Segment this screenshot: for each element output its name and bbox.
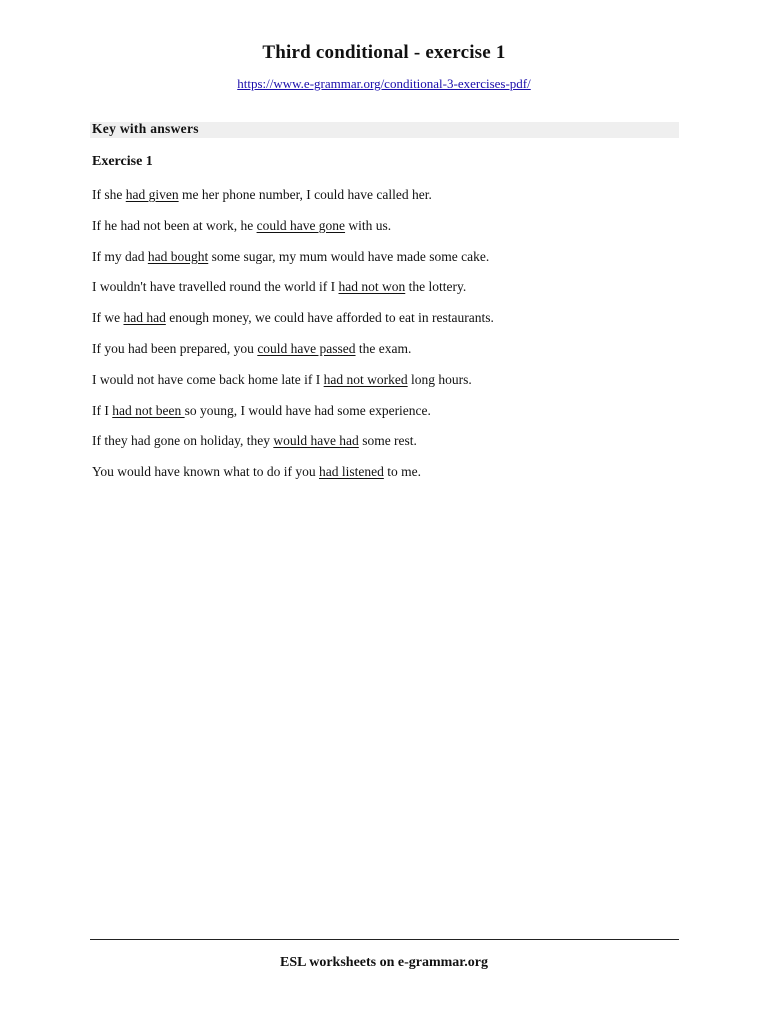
answer: had given [125, 187, 179, 202]
sentence-6 [92, 341, 494, 372]
key-heading: Key with answers [92, 121, 199, 136]
sentence-text-before: If they had gone on holiday, they [92, 433, 274, 449]
answer: had listened [319, 464, 384, 480]
page-title: Third conditional - exercise 1 [262, 42, 506, 63]
sentence-text-after: enough money, we could have afforded to eat in restaurants. [165, 310, 494, 326]
sentence-text-before: If you had been prepared, you [92, 340, 258, 356]
sentence-9 [92, 433, 494, 464]
sentence-text-after: to me. [383, 464, 421, 480]
sentence-text-after: long hours. [407, 371, 472, 387]
answer: had not been [112, 402, 185, 418]
sentence-text-after: the exam. [355, 340, 412, 356]
sentence-10 [92, 464, 494, 495]
answer: had had [123, 310, 166, 326]
sentence-8 [92, 403, 494, 434]
sentence-text-after: some sugar, my mum would have made some cake. [208, 248, 490, 264]
sentence-4 [92, 279, 494, 310]
sentence-text-before: If we [92, 310, 124, 326]
answer: had bought [147, 248, 209, 264]
source-link[interactable]: https://www.e-grammar.org/conditional-3-exercises-pdf/ [237, 76, 531, 91]
sentence-text-before: I would not have come back home late if I [92, 371, 324, 387]
answer: could have gone [256, 217, 346, 233]
sentence-list [92, 187, 494, 495]
footer-text: ESL worksheets on e-grammar.org [280, 955, 488, 970]
answer: had not worked [323, 371, 408, 387]
sentence-5 [92, 310, 494, 341]
sentence-text-after: me her phone number, I could have called her. [178, 187, 432, 202]
sentence-text-before: I wouldn't have travelled round the world if I [92, 279, 339, 295]
answer: would have had [273, 433, 359, 449]
sentence-1 [92, 187, 494, 218]
footer-divider [90, 939, 679, 940]
sentence-text-before: You would have known what to do if you [92, 464, 319, 480]
sentence-7 [92, 372, 494, 403]
answer: had not won [338, 279, 406, 295]
sentence-text-after: some rest. [358, 433, 417, 449]
sentence-3 [92, 249, 494, 280]
sentence-text-after: the lottery. [405, 279, 467, 295]
sentence-text-before: If my dad [92, 248, 148, 264]
exercise-heading: Exercise 1 [92, 154, 153, 169]
sentence-2 [92, 218, 494, 249]
sentence-text-before: If I [92, 402, 113, 418]
sentence-text-before: If he had not been at work, he [92, 217, 257, 233]
sentence-text-before: If she [92, 187, 126, 202]
sentence-text-after: with us. [345, 217, 392, 233]
sentence-text-after: so young, I would have had some experience. [184, 402, 431, 418]
answer: could have passed [257, 340, 356, 356]
